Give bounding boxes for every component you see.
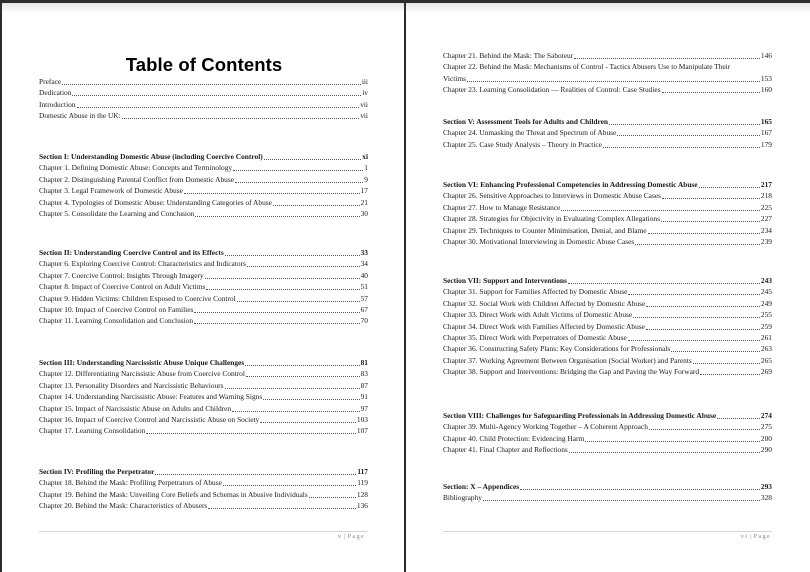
toc-entry-label: Domestic Abuse in the UK: <box>39 111 121 121</box>
chapter-entry[interactable] <box>39 281 368 292</box>
toc-entry-label: Chapter 21. Behind the Mask: The Saboteur <box>443 51 574 60</box>
toc-entry-page: 70 <box>360 316 368 326</box>
toc-entry-page: 274 <box>760 411 772 420</box>
dot-leader <box>77 107 360 108</box>
section-block <box>443 481 772 504</box>
page-word: Page <box>347 533 365 540</box>
toc-entry-label: Chapter 35. Direct Work with Perpetrators of Domestic Abuse <box>443 333 627 343</box>
toc-entry-label: Section VIII: Challenges for Safeguarding Professionals in Addressing Domestic Abuse <box>443 411 717 420</box>
front-matter-list <box>39 76 368 122</box>
footer-separator: | <box>750 533 752 540</box>
toc-entry-page: 261 <box>760 333 772 343</box>
toc-entry-page: 218 <box>760 191 772 201</box>
dot-leader <box>208 508 356 509</box>
chapter-entry[interactable] <box>443 343 772 354</box>
chapter-entry[interactable] <box>443 61 772 84</box>
section-heading[interactable] <box>443 481 772 492</box>
dot-leader <box>628 294 760 295</box>
toc-entry-label: Chapter 13. Personality Disorders and Narcissistic Behaviours <box>39 380 224 390</box>
dot-leader <box>223 485 356 486</box>
toc-entry-label: Chapter 3. Legal Framework of Domestic Abuse <box>39 186 183 196</box>
toc-entry-label: Chapter 34. Direct Work with Families Affected by Domestic Abuse <box>443 321 645 331</box>
toc-entry-page: 67 <box>360 305 368 315</box>
section-block <box>39 247 368 327</box>
dot-leader <box>574 58 760 59</box>
toc-entry-page: 117 <box>357 467 368 476</box>
dot-leader <box>693 363 760 364</box>
chapter-entry[interactable] <box>443 202 772 213</box>
dot-leader <box>260 422 356 423</box>
chapter-entry[interactable] <box>443 321 772 332</box>
section-heading[interactable] <box>443 179 772 190</box>
toc-entry-label: Chapter 25. Case Study Analysis – Theory in Practice <box>443 139 602 149</box>
toc-entry-page: 97 <box>360 403 368 413</box>
chapter-entry[interactable] <box>443 332 772 343</box>
toc-entry-label: Chapter 4. Typologies of Domestic Abuse: Understanding Categories of Abuse <box>39 197 272 207</box>
dot-leader <box>62 84 361 85</box>
section-block <box>39 466 368 512</box>
toc-entry-page: 51 <box>360 282 368 292</box>
dot-leader <box>245 365 359 366</box>
chapter-entry[interactable] <box>443 225 772 236</box>
page-title: Table of Contents <box>125 54 283 75</box>
chapter-entry[interactable] <box>39 197 368 208</box>
toc-entry-label: Chapter 32. Social Work with Children Affected by Domestic Abuse <box>443 298 646 308</box>
toc-entry-page: 259 <box>760 321 772 331</box>
toc-entry-label: Preface <box>39 77 62 86</box>
chapter-entry[interactable] <box>443 366 772 377</box>
section-block <box>443 179 772 247</box>
chapter-entry[interactable] <box>443 84 772 95</box>
toc-entry-label: Chapter 22. Behind the Mask: Mechanisms of Control - Tactics Abusers Use to Manipulate Their <box>443 62 731 72</box>
toc-entry-label: Chapter 7. Coercive Control: Insights Through Imagery <box>39 270 204 280</box>
toc-entry-page: 128 <box>356 489 368 499</box>
toc-entry-page: 9 <box>364 174 368 184</box>
chapter-entry[interactable] <box>443 236 772 247</box>
toc-entry-page: 167 <box>760 128 772 138</box>
dot-leader <box>569 452 760 453</box>
dot-leader <box>603 147 760 148</box>
dot-leader <box>235 182 363 183</box>
chapter-entry[interactable] <box>39 489 368 500</box>
toc-entry[interactable] <box>39 87 368 98</box>
page-footer <box>741 533 771 540</box>
footer-separator: | <box>344 533 346 540</box>
toc-entry-page: 217 <box>760 180 772 189</box>
toc-entry-label: Section I: Understanding Domestic Abuse (including Coercive Control) <box>39 152 263 161</box>
page-footer <box>338 533 365 540</box>
dot-leader <box>662 198 760 199</box>
chapter-entry[interactable] <box>443 213 772 224</box>
footer-divider <box>39 531 368 532</box>
chapter-entry[interactable] <box>443 492 772 503</box>
dot-leader <box>609 124 760 125</box>
toc-entry-page: 57 <box>360 293 368 303</box>
section-block <box>443 116 772 150</box>
chapter-entry[interactable] <box>39 425 368 436</box>
chapter-entry[interactable] <box>39 304 368 315</box>
toc-entry-label: Chapter 31. Support for Families Affected by Domestic Abuse <box>443 287 628 297</box>
chapter-entry[interactable] <box>443 444 772 455</box>
dot-leader <box>72 95 361 96</box>
chapter-entry[interactable] <box>443 50 772 61</box>
section-heading[interactable] <box>443 410 772 421</box>
toc-entry-label: Chapter 14. Understanding Narcissistic Abuse: Features and Warning Signs <box>39 392 263 402</box>
dot-leader <box>662 92 760 93</box>
toc-entry-page: 179 <box>760 139 772 149</box>
toc-entry-label: Chapter 5. Consolidate the Learning and Conclusion <box>39 209 195 219</box>
continued-list <box>443 50 772 96</box>
chapter-entry[interactable] <box>443 433 772 444</box>
toc-entry-page: 249 <box>760 298 772 308</box>
chapter-entry[interactable] <box>39 315 368 326</box>
toc-entry-page: 275 <box>760 422 772 432</box>
toc-entry-label: Chapter 23. Learning Consolidation — Realities of Control: Case Studies <box>443 85 661 95</box>
dot-leader <box>617 135 760 136</box>
chapter-entry[interactable] <box>39 162 368 173</box>
dot-leader <box>206 289 359 290</box>
toc-entry-label: Section IV: Profiling the Perpetrator <box>39 467 155 476</box>
dot-leader <box>237 301 360 302</box>
toc-entry-page: 17 <box>360 186 368 196</box>
toc-entry-page: 227 <box>760 214 772 224</box>
chapter-entry[interactable] <box>443 355 772 366</box>
chapter-entry[interactable] <box>39 174 368 185</box>
toc-entry-label: Section III: Understanding Narcissistic Abuse Unique Challenges <box>39 358 245 367</box>
toc-entry-label-continued: Victims <box>443 73 466 83</box>
toc-entry-page: 33 <box>360 248 368 257</box>
dot-leader <box>649 429 760 430</box>
page-word: Page <box>753 533 771 540</box>
toc-entry-page: vii <box>360 111 368 121</box>
section-block <box>443 410 772 456</box>
toc-entry-label: Chapter 40. Child Protection: Evidencing Harm <box>443 433 585 443</box>
toc-entry-page: 1 <box>364 163 368 173</box>
dot-leader <box>309 497 356 498</box>
toc-entry-label: Bibliography <box>443 493 483 503</box>
dot-leader <box>585 441 760 442</box>
dot-leader <box>194 312 359 313</box>
dot-leader <box>699 187 760 188</box>
dot-leader <box>247 266 360 267</box>
toc-entry-page: 243 <box>760 276 772 285</box>
toc-entry-page: 21 <box>360 197 368 207</box>
toc-entry-page: 83 <box>360 369 368 379</box>
chapter-entry[interactable] <box>443 139 772 150</box>
toc-entry-label: Chapter 39. Multi-Agency Working Together – A Coherent Approach <box>443 422 648 432</box>
toc-entry-label: Chapter 24. Unmasking the Threat and Spectrum of Abuse <box>443 128 617 138</box>
toc-entry-label: Chapter 9. Hidden Victims: Children Exposed to Coercive Control <box>39 293 236 303</box>
toc-entry-label: Dedication <box>39 88 72 98</box>
section-heading[interactable] <box>443 116 772 127</box>
toc-entry-label: Chapter 41. Final Chapter and Reflections <box>443 445 568 455</box>
toc-entry-label: Chapter 12. Differentiating Narcissistic Abuse from Coercive Control <box>39 369 245 379</box>
toc-entry-page: 81 <box>360 358 368 367</box>
left-page <box>2 3 404 572</box>
section-block <box>443 275 772 378</box>
dot-leader <box>648 233 760 234</box>
toc-entry-page: 255 <box>760 310 772 320</box>
chapter-entry[interactable] <box>39 477 368 488</box>
section-heading[interactable] <box>39 357 368 368</box>
toc-entry-page: 87 <box>360 380 368 390</box>
toc-entry-page: 136 <box>356 501 368 511</box>
dot-leader <box>717 418 760 419</box>
dot-leader <box>263 399 359 400</box>
chapter-entry[interactable] <box>39 403 368 414</box>
toc-entry-page: 263 <box>760 344 772 354</box>
chapter-entry[interactable] <box>39 270 368 281</box>
toc-entry-label: Chapter 33. Direct Work with Adult Victims of Domestic Abuse <box>443 310 633 320</box>
toc-entry-label: Chapter 18. Behind the Mask: Profiling Perpetrators of Abuse <box>39 478 222 488</box>
toc-entry[interactable] <box>39 76 368 87</box>
toc-entry-page: 40 <box>360 270 368 280</box>
chapter-entry[interactable] <box>443 286 772 297</box>
chapter-entry[interactable] <box>443 127 772 138</box>
toc-entry-label: Introduction <box>39 99 76 109</box>
page-number: vi <box>740 533 749 540</box>
dot-leader <box>146 433 356 434</box>
toc-entry-label: Section VI: Enhancing Professional Competencies in Addressing Domestic Abuse <box>443 180 698 189</box>
toc-entry-page: iii <box>361 77 368 86</box>
toc-entry-label: Chapter 29. Techniques to Counter Minimisation, Denial, and Blame <box>443 225 647 235</box>
toc-entry-page: 30 <box>360 209 368 219</box>
dot-leader <box>225 388 360 389</box>
toc-entry-label: Chapter 37. Working Agreement Between Organisation (Social Worker) and Parents <box>443 355 692 365</box>
dot-leader <box>194 323 360 324</box>
dot-leader <box>646 306 760 307</box>
toc-entry[interactable] <box>39 110 368 121</box>
dot-leader <box>661 221 760 222</box>
toc-entry-label: Chapter 2. Distinguishing Parental Conflict from Domestic Abuse <box>39 174 235 184</box>
toc-entry-page: 245 <box>760 287 772 297</box>
dot-leader <box>273 205 360 206</box>
toc-entry-page: 269 <box>760 367 772 377</box>
dot-leader <box>646 329 760 330</box>
toc-entry-label: Chapter 27. How to Manage Resistance <box>443 202 561 212</box>
toc-entry-page: 290 <box>760 445 772 455</box>
toc-entry[interactable] <box>39 99 368 110</box>
toc-entry-page: 34 <box>360 259 368 269</box>
dot-leader <box>122 118 359 119</box>
toc-entry-label: Chapter 8. Impact of Coercive Control on Adult Victims <box>39 282 206 292</box>
toc-entry-page: 107 <box>356 426 368 436</box>
toc-entry-label: Chapter 11. Learning Consolidation and Conclusion <box>39 316 194 326</box>
toc-entry-label: Section II: Understanding Coercive Control and its Effects <box>39 248 224 257</box>
dot-leader <box>205 278 360 279</box>
right-page <box>406 3 810 572</box>
dot-leader <box>483 500 760 501</box>
toc-entry-label: Chapter 6. Exploring Coercive Control: Characteristics and Indicators <box>39 259 246 269</box>
dot-leader <box>671 351 760 352</box>
section-heading[interactable] <box>443 275 772 286</box>
section-block <box>39 151 368 219</box>
dot-leader <box>633 317 760 318</box>
toc-entry-label: Chapter 16. Impact of Coercive Control and Narcissistic Abuse on Society <box>39 415 260 425</box>
chapter-entry[interactable] <box>39 414 368 425</box>
dot-leader <box>628 340 760 341</box>
toc-entry-label: Section V: Assessment Tools for Adults and Children <box>443 117 609 126</box>
toc-entry-page: xi <box>362 152 368 161</box>
chapter-entry[interactable] <box>39 185 368 196</box>
toc-entry-page: 328 <box>760 493 772 503</box>
toc-entry-page: 293 <box>760 482 772 491</box>
toc-entry-page: iv <box>362 88 368 98</box>
chapter-entry[interactable] <box>39 368 368 379</box>
dot-leader <box>520 489 760 490</box>
dot-leader <box>184 193 360 194</box>
dot-leader <box>635 244 760 245</box>
dot-leader <box>225 255 360 256</box>
toc-entry-page: 165 <box>760 117 772 126</box>
dot-leader <box>467 81 760 82</box>
dot-leader <box>155 474 356 475</box>
toc-entry-page: 91 <box>360 392 368 402</box>
toc-entry-label: Chapter 26. Sensitive Approaches to Interviews in Domestic Abuse Cases <box>443 191 661 201</box>
toc-entry-page: 239 <box>760 237 772 247</box>
toc-entry-label: Chapter 30. Motivational Interviewing in Domestic Abuse Cases <box>443 237 635 247</box>
chapter-entry[interactable] <box>39 208 368 219</box>
dot-leader <box>195 216 359 217</box>
toc-entry-page: 119 <box>357 478 368 488</box>
toc-entry-label: Chapter 17. Learning Consolidation <box>39 426 146 436</box>
toc-entry-page: 234 <box>760 225 772 235</box>
dot-leader <box>700 374 760 375</box>
toc-entry-label: Chapter 36. Constructing Safety Plans: Key Considerations for Professionals <box>443 344 671 354</box>
page-number: v <box>337 533 343 540</box>
chapter-entry[interactable] <box>443 421 772 432</box>
footer-divider <box>443 531 772 532</box>
section-block <box>39 357 368 437</box>
toc-entry-label: Chapter 10. Impact of Coercive Control on Families <box>39 305 194 315</box>
dot-leader <box>232 411 359 412</box>
chapter-entry[interactable] <box>39 500 368 511</box>
toc-entry-page: 280 <box>760 433 772 443</box>
dot-leader <box>561 210 760 211</box>
section-heading[interactable] <box>39 466 368 477</box>
dot-leader <box>264 159 362 160</box>
dot-leader <box>568 283 760 284</box>
toc-entry-label: Section: X – Appendices <box>443 482 520 491</box>
chapter-entry[interactable] <box>443 298 772 309</box>
dot-leader <box>233 170 363 171</box>
chapter-entry[interactable] <box>443 309 772 320</box>
chapter-entry[interactable] <box>443 190 772 201</box>
toc-entry-page: 146 <box>760 51 772 60</box>
toc-entry-label: Chapter 28. Strategies for Objectivity in Evaluating Complex Allegations <box>443 214 660 224</box>
toc-entry-label: Section VII: Support and Interventions <box>443 276 567 285</box>
toc-entry-label: Chapter 1. Defining Domestic Abuse: Concepts and Terminology <box>39 163 233 173</box>
toc-entry-page: 265 <box>760 355 772 365</box>
toc-entry-page: 160 <box>760 85 772 95</box>
toc-entry-page: 153 <box>760 73 772 83</box>
dot-leader <box>246 376 360 377</box>
section-heading[interactable] <box>39 247 368 258</box>
chapter-entry[interactable] <box>39 258 368 269</box>
chapter-entry[interactable] <box>39 380 368 391</box>
toc-entry-label: Chapter 38. Support and Interventions: Bridging the Gap and Paving the Way Forward <box>443 367 700 377</box>
toc-entry-page: 225 <box>760 202 772 212</box>
section-heading[interactable] <box>39 151 368 162</box>
chapter-entry[interactable] <box>39 293 368 304</box>
chapter-entry[interactable] <box>39 391 368 402</box>
toc-entry-label: Chapter 15. Impact of Narcissistic Abuse on Adults and Children <box>39 403 232 413</box>
toc-entry-label: Chapter 20. Behind the Mask: Characteristics of Abusers <box>39 501 208 511</box>
toc-entry-page: vii <box>360 99 368 109</box>
toc-entry-page: 103 <box>356 415 368 425</box>
toc-entry-label: Chapter 19. Behind the Mask: Unveiling Core Beliefs and Schemas in Abusive Individuals <box>39 489 308 499</box>
